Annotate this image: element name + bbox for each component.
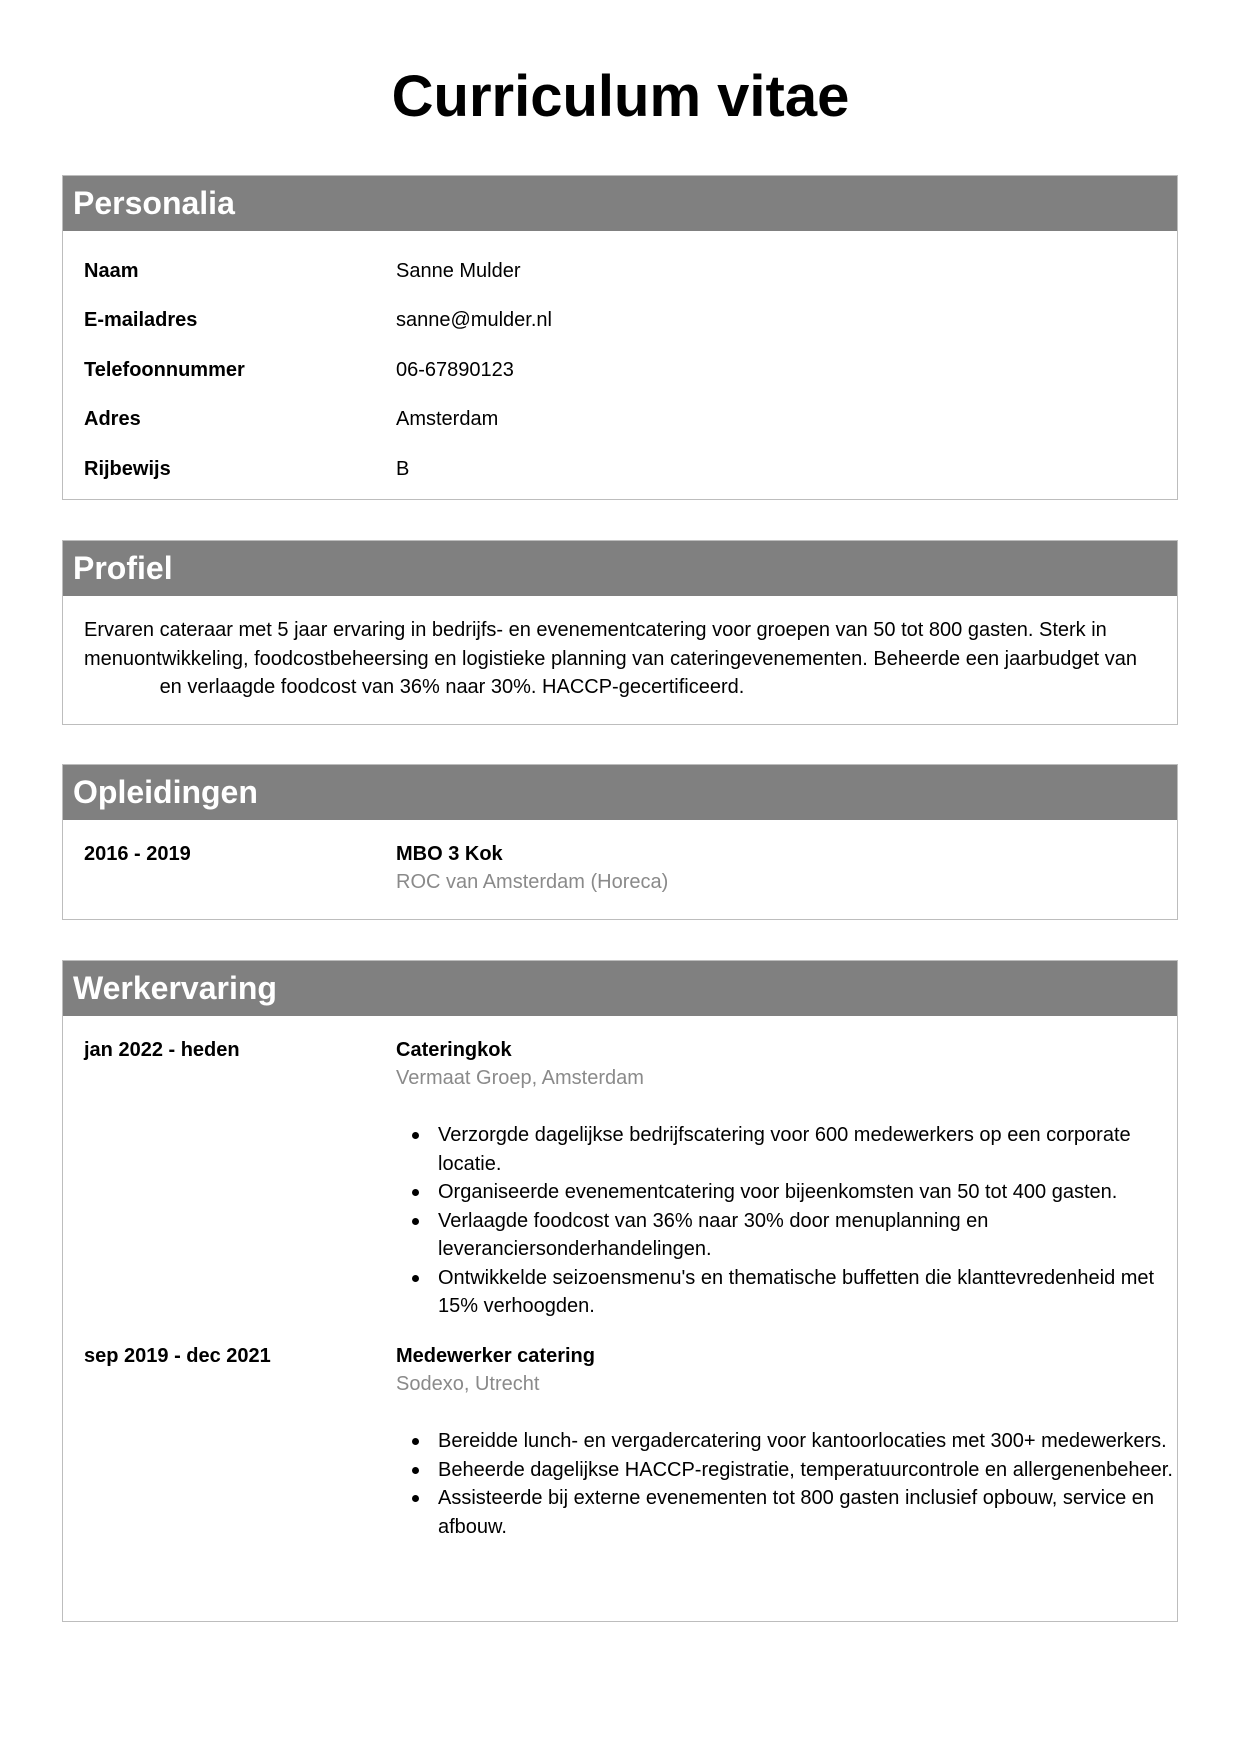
list-item: Verlaagde foodcost van 36% naar 30% door menuplanning en leveranciersonderhandelingen.	[438, 1207, 1198, 1264]
value-telefoon: 06-67890123	[396, 359, 514, 381]
section-personalia	[62, 175, 1178, 500]
profile-text-part1: Ervaren cateraar met 5 jaar ervaring in bedrijfs- en evenementcatering voor groepen van 50 tot 800 gasten. Sterk in menuontwikkeling, foodcostbeheersing en logistieke planning van cateringevenementen. Beheerde een jaarbudget van	[84, 619, 1137, 670]
value-adres: Amsterdam	[396, 408, 499, 430]
value-naam: Sanne Mulder	[396, 260, 521, 282]
label-telefoon: Telefoonnummer	[84, 359, 245, 381]
section-heading-profiel: Profiel	[63, 541, 1177, 596]
section-heading-personalia: Personalia	[63, 176, 1177, 231]
education-institution: ROC van Amsterdam (Horeca)	[396, 871, 669, 893]
profile-text	[84, 616, 1159, 702]
value-rijbewijs: B	[396, 458, 410, 480]
job-title: Cateringkok	[396, 1039, 512, 1061]
job-employer: Sodexo, Utrecht	[396, 1373, 540, 1395]
label-email: E-mailadres	[84, 309, 198, 331]
education-period: 2016 - 2019	[84, 843, 191, 865]
list-item: Assisteerde bij externe evenementen tot 800 gasten inclusief opbouw, service en afbouw.	[438, 1484, 1198, 1541]
job-title: Medewerker catering	[396, 1345, 595, 1367]
list-item: Bereidde lunch- en vergadercatering voor kantoorlocaties met 300+ medewerkers.	[438, 1427, 1198, 1456]
list-item: Ontwikkelde seizoensmenu's en thematische buffetten die klanttevredenheid met 15% verhoogden.	[438, 1264, 1198, 1321]
section-opleidingen	[62, 764, 1178, 920]
label-naam: Naam	[84, 260, 139, 282]
label-rijbewijs: Rijbewijs	[84, 458, 171, 480]
section-werkervaring	[62, 960, 1178, 1622]
job-bullets	[396, 1427, 1198, 1541]
profile-text-part2: en verlaagde foodcost van 36% naar 30%. HACCP-gecertificeerd.	[159, 676, 745, 698]
education-title: MBO 3 Kok	[396, 843, 503, 865]
list-item: Organiseerde evenementcatering voor bijeenkomsten van 50 tot 400 gasten.	[438, 1178, 1198, 1207]
list-item: Verzorgde dagelijkse bedrijfscatering voor 600 medewerkers op een corporate locatie.	[438, 1121, 1198, 1178]
value-email: sanne@mulder.nl	[396, 309, 552, 331]
section-profiel	[62, 540, 1178, 725]
page-title: Curriculum vitae	[391, 64, 850, 129]
section-heading-opleidingen: Opleidingen	[63, 765, 1177, 820]
job-bullets	[396, 1121, 1198, 1321]
job-period: sep 2019 - dec 2021	[84, 1345, 271, 1367]
job-employer: Vermaat Groep, Amsterdam	[396, 1067, 644, 1089]
section-heading-werkervaring: Werkervaring	[63, 961, 1177, 1016]
list-item: Beheerde dagelijkse HACCP-registratie, temperatuurcontrole en allergenenbeheer.	[438, 1456, 1198, 1485]
label-adres: Adres	[84, 408, 141, 430]
job-period: jan 2022 - heden	[84, 1039, 240, 1061]
